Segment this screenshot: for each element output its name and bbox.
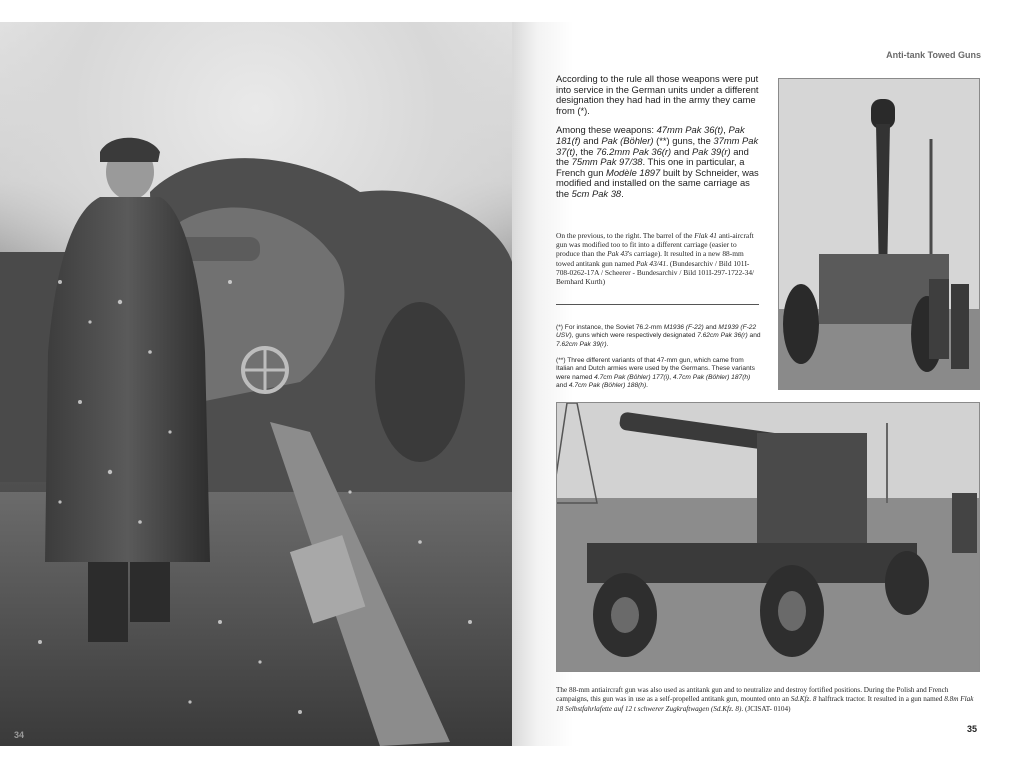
running-head: Anti-tank Towed Guns	[886, 50, 981, 60]
right-page	[512, 22, 1024, 746]
magazine-spread	[0, 22, 1024, 746]
right-page-number: 35	[966, 724, 977, 734]
body-paragraph-2: Among these weapons: 47mm Pak 36(t), Pak 181(f) and Pak (Böhler) (**) guns, the 37mm Pak 37(t), the 76.2mm Pak 36(r) and Pak 39(r) and the 75mm Pak 97/38. This one in particular, a French gun Modèle 1897 built by Schneider, was modified and installed on the same carriage as the 5cm Pak 38.	[556, 124, 759, 199]
footnote-1: (*) For instance, the Soviet 76.2-mm M1936 (F-22) and M1939 (F-22 USV), guns which were respectively designated 7.62cm Pak 36(r) and 7.62cm Pak 39(r).	[556, 324, 761, 348]
left-page-number: 34	[14, 730, 25, 740]
flak-88-sdkfz8-photo	[556, 402, 980, 672]
left-page-photo	[0, 22, 512, 746]
pak-43-41-photo	[778, 78, 980, 390]
body-text	[556, 74, 761, 209]
footnote-divider	[556, 304, 759, 305]
photo-caption-top: On the previous, to the right. The barrel of the Flak 41 anti-aircraft gun was modified too to fit into a different carriage (easier to produce than the Pak 43's carriage). It resulted in a new 88-mm towed antitank gun named Pak 43/41. (Bundesarchiv / Bild 101I-708-0262-17A / Scheerer - Bundesarchiv / Bild 101I-297-1722-34/ Bernhard Kurth)	[556, 231, 755, 287]
footnote-2: (**) Three different variants of that 47-mm gun, which came from Italian and Dutch armies were used by the Germans. These variants were named 4.7cm Pak (Böhler) 177(i), 4.7cm Pak (Böhler) 187(h) and 4.7cm Pak (Böhler) 188(h).	[556, 357, 755, 390]
photo-caption-bottom: The 88-mm antiaircraft gun was also used as antitank gun and to neutralize and destroy fortified positions. During the Polish and French campaigns, this gun was in use as a self-propelled antitank gun, mounted onto an Sd.Kfz. 8 halftrack tractor. It resulted in a gun named 8.8m Flak 18 Selbstfahrlafette auf 12 t schwerer Zugkraftwagen (Sd.Kfz. 8). (JCISAT- 0104)	[556, 686, 974, 713]
soldier-with-camouflaged-gun-photo	[0, 22, 512, 746]
body-paragraph-1: According to the rule all those weapons were put into service in the German units under a different designation they had had in the army they came from (*).	[556, 73, 759, 116]
